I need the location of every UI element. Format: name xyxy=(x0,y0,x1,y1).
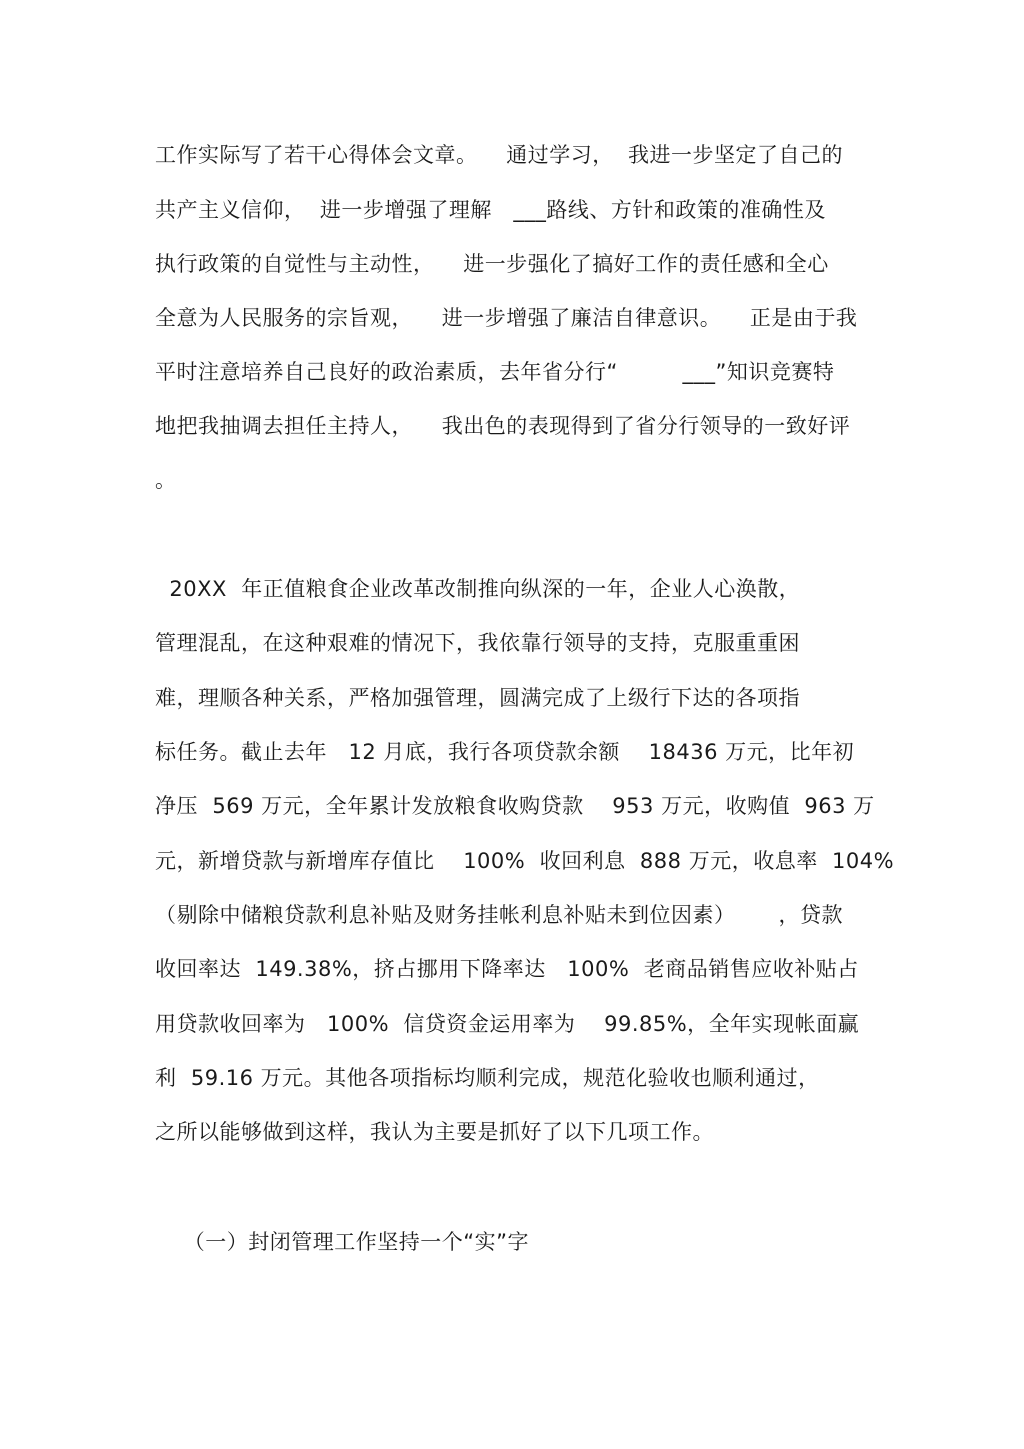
text-line: 净压 569 万元，全年累计发放粮食收购贷款 953 万元，收购值 963 万 xyxy=(155,794,875,818)
text-line: 平时注意培养自己良好的政治素质，去年省分行“ ___”知识竞赛特 xyxy=(155,360,835,384)
text-line: 难，理顺各种关系，严格加强管理，圆满完成了上级行下达的各项指 xyxy=(155,686,800,710)
text-line: 20XX 年正值粮食企业改革改制推向纵深的一年，企业人心涣散， xyxy=(155,577,801,601)
section-heading: （一）封闭管理工作坚持一个“实”字 xyxy=(155,1230,529,1254)
text-line: 执行政策的自觉性与主动性， 进一步强化了搞好工作的责任感和全心 xyxy=(155,252,829,276)
text-line: 管理混乱，在这种艰难的情况下，我依靠行领导的支持，克服重重困 xyxy=(155,631,800,655)
text-line: （剔除中储粮贷款利息补贴及财务挂帐利息补贴未到位因素） ，贷款 xyxy=(155,903,844,927)
text-line: 。 xyxy=(155,468,177,492)
text-line: 元，新增贷款与新增库存值比 100% 收回利息 888 万元，收息率 104% xyxy=(155,849,895,873)
text-line: 标任务。截止去年 12 月底，我行各项贷款余额 18436 万元，比年初 xyxy=(155,740,855,764)
text-line: 工作实际写了若干心得体会文章。 通过学习， 我进一步坚定了自己的 xyxy=(155,143,844,167)
text-line: 共产主义信仰， 进一步增强了理解 ___路线、方针和政策的准确性及 xyxy=(155,198,826,222)
text-line: 之所以能够做到这样，我认为主要是抓好了以下几项工作。 xyxy=(155,1120,714,1144)
text-line: 利 59.16 万元。其他各项指标均顺利完成，规范化验收也顺利通过， xyxy=(155,1066,820,1090)
text-line: 收回率达 149.38%，挤占挪用下降率达 100% 老商品销售应收补贴占 xyxy=(155,957,859,981)
text-line: 用贷款收回率为 100% 信贷资金运用率为 99.85%，全年实现帐面赢 xyxy=(155,1012,860,1036)
text-line: 全意为人民服务的宗旨观， 进一步增强了廉洁自律意识。 正是由于我 xyxy=(155,306,858,330)
text-line: 地把我抽调去担任主持人， 我出色的表现得到了省分行领导的一致好评 xyxy=(155,414,851,438)
